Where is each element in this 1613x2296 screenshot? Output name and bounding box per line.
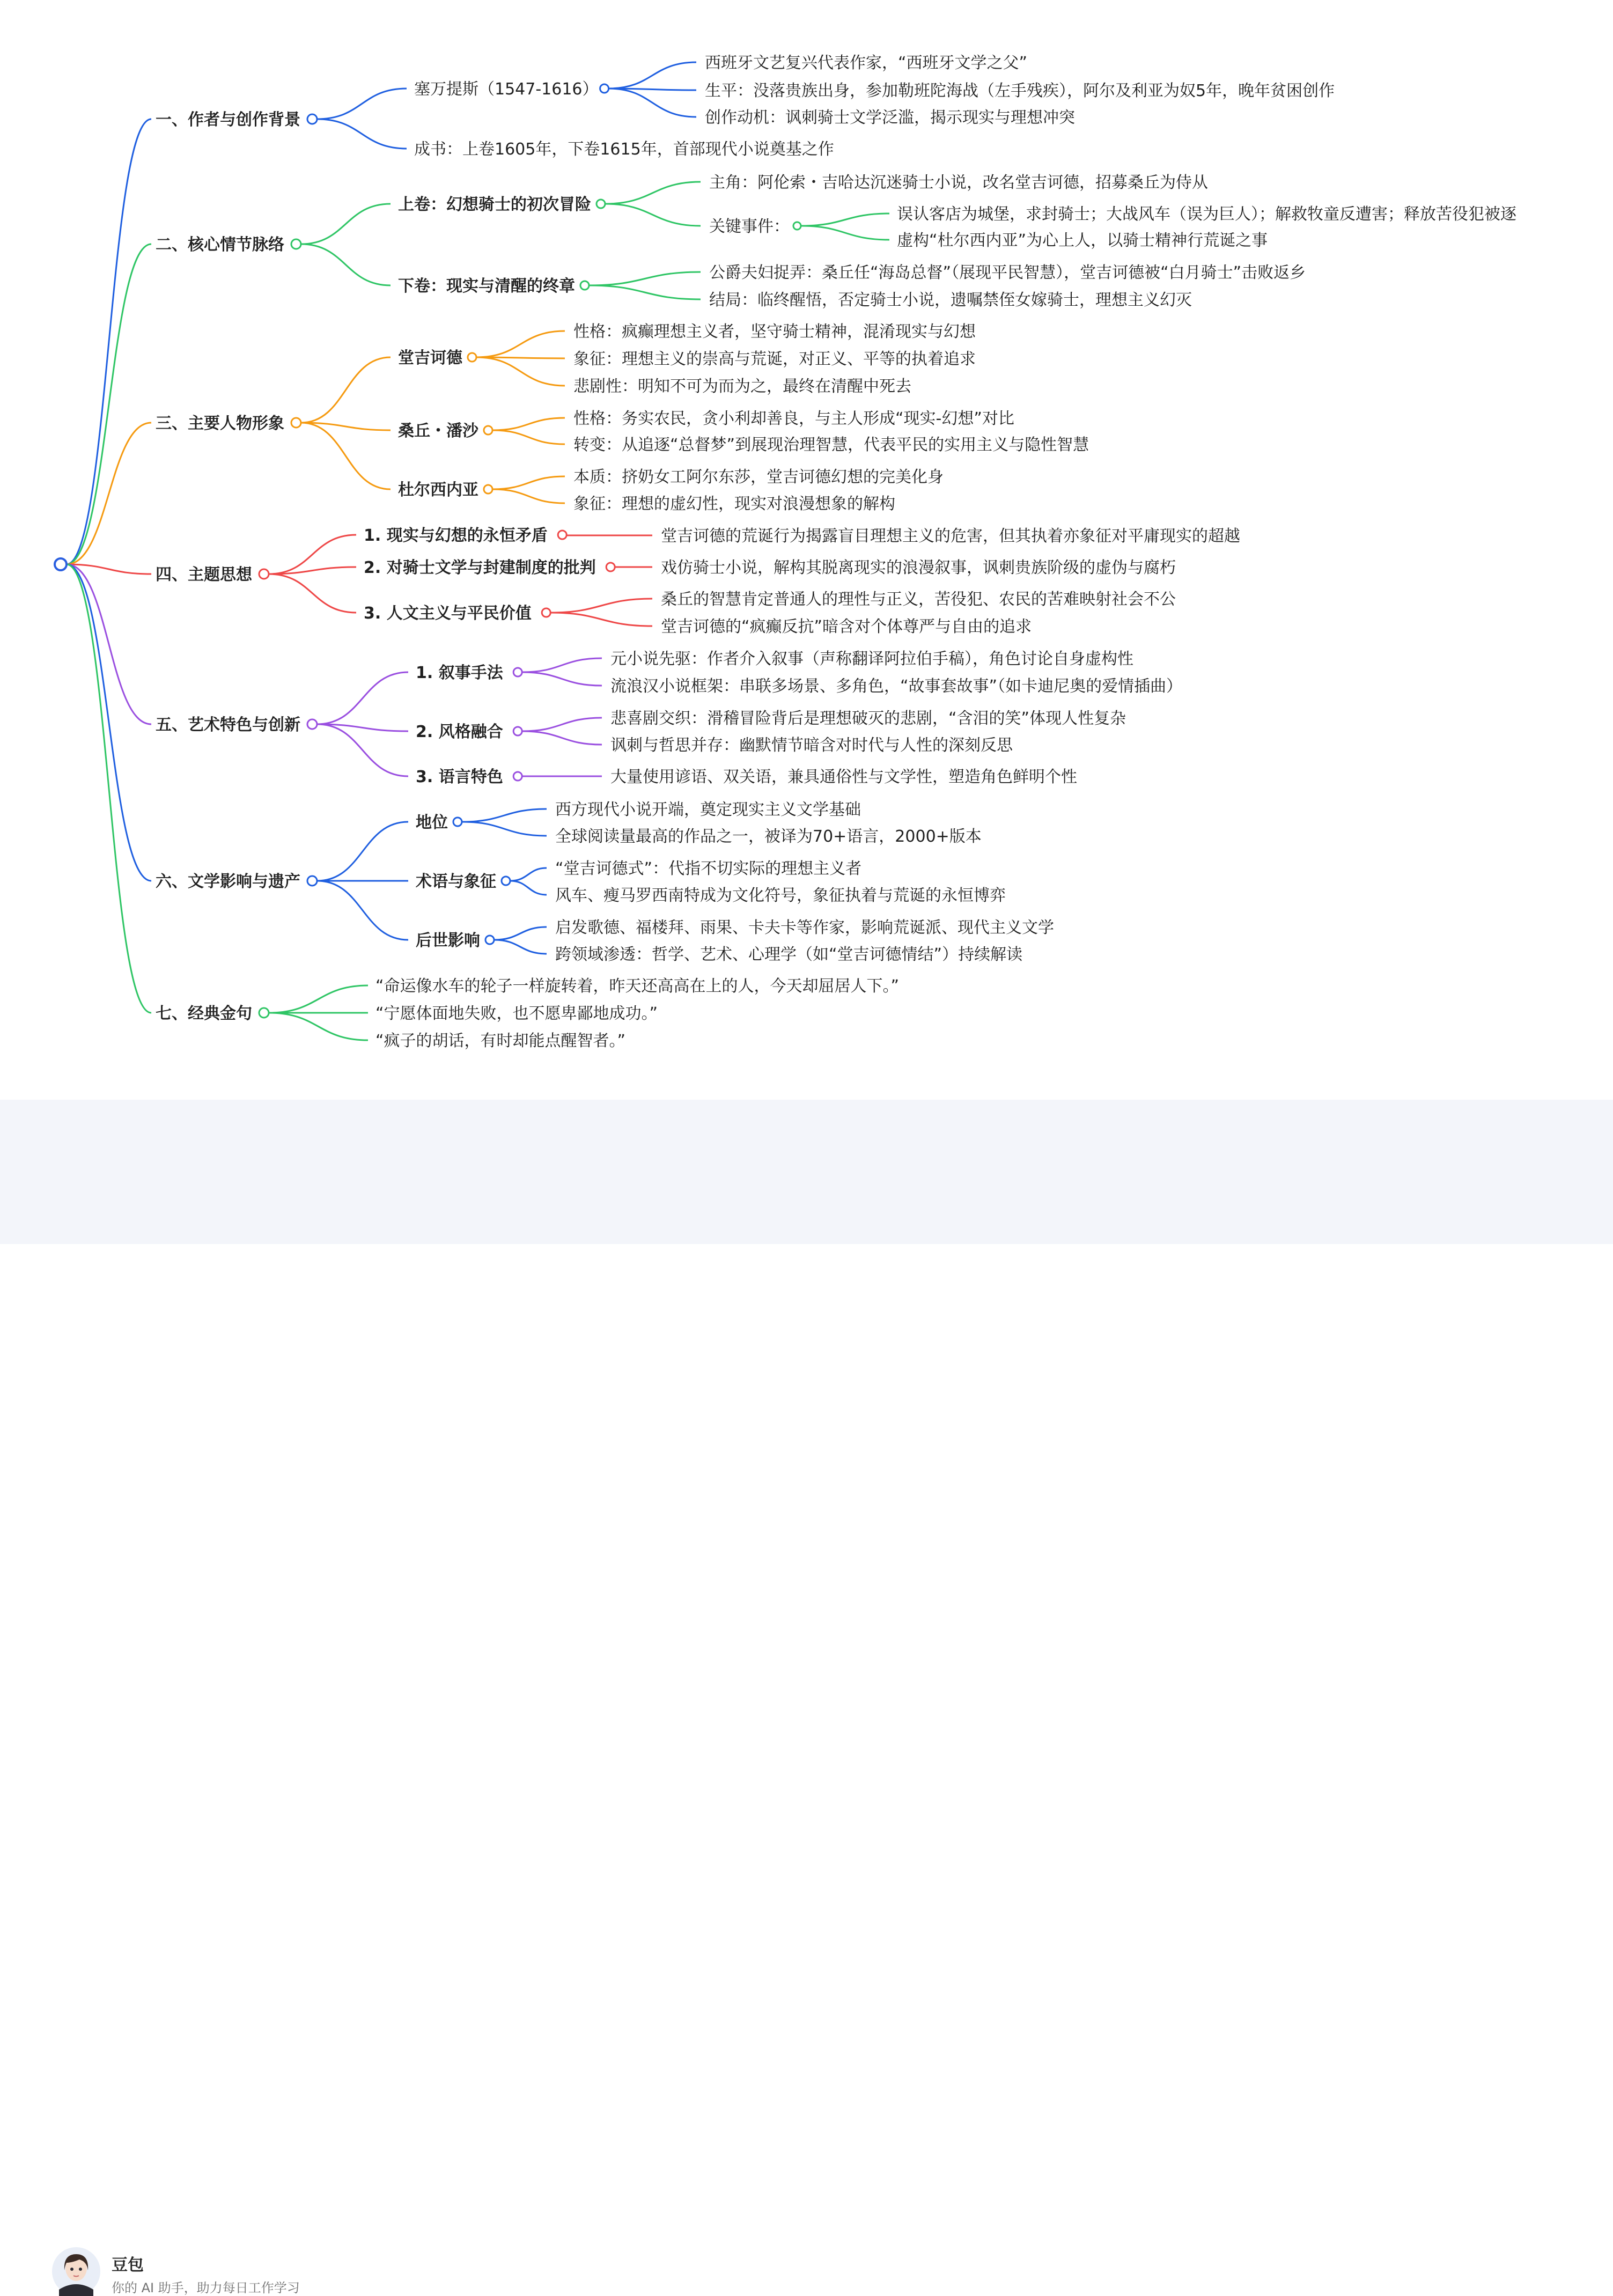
mind-map-nodes (55, 54, 1517, 1050)
detail-connector (462, 822, 547, 836)
subtopic-node-dot[interactable] (600, 84, 609, 93)
subtopic-node-dot[interactable] (513, 727, 522, 735)
subtopic-label: 成书：上卷1605年，下卷1615年，首部现代小说奠基之作 (414, 140, 834, 159)
subtopic-connector (269, 574, 356, 613)
subtopic-label: 上卷：幻想骑士的初次冒险 (398, 195, 591, 214)
detail-label: 堂吉诃德的荒诞行为揭露盲目理想主义的危害，但其执着亦象征对平庸现实的超越 (661, 527, 1240, 546)
subtopic-label: 塞万提斯（1547-1616） (414, 80, 599, 99)
detail-label: 元小说先驱：作者介入叙事（声称翻译阿拉伯手稿），角色讨论自身虚构性 (610, 650, 1133, 668)
branch-node-dot[interactable] (259, 1008, 269, 1018)
branch-connector (67, 564, 151, 881)
detail-connector (510, 868, 547, 881)
detail-connector (462, 809, 547, 822)
subtopic-connector (317, 724, 408, 776)
branch-title: 五、艺术特色与创新 (156, 716, 300, 734)
subtopic-node-dot[interactable] (453, 818, 462, 826)
detail-connector (476, 331, 565, 357)
subtopic-node-dot[interactable] (558, 531, 566, 539)
subtopic-label: 3. 语言特色 (416, 768, 503, 786)
subtopic-connector (269, 535, 356, 574)
branch-node-dot[interactable] (259, 569, 269, 579)
subtopic-node-dot[interactable] (542, 608, 550, 617)
detail-label: 创作动机：讽刺骑士文学泛滥，揭示现实与理想冲突 (705, 108, 1075, 127)
subtopic-connector (301, 244, 391, 285)
detail-label: 西方现代小说开端，奠定现实主义文学基础 (555, 800, 861, 819)
detail-label: 结局：临终醒悟，否定骑士小说，遗嘱禁侄女嫁骑士，理想主义幻灭 (709, 291, 1192, 310)
subtopic-label: 2. 对骑士文学与封建制度的批判 (364, 558, 596, 577)
subtopic-label: 桑丘・潘沙 (398, 422, 478, 440)
subtopic-connector (301, 423, 391, 430)
detail-label: “堂吉诃德式”：代指不切实际的理想主义者 (555, 859, 862, 878)
subtopic-connector (269, 985, 368, 1013)
subtopic-label: 堂吉诃德 (398, 349, 462, 367)
subtopic-connector (317, 672, 408, 724)
detail-label: 转变：从追逐“总督梦”到展现治理智慧，代表平民的实用主义与隐性智慧 (573, 436, 1089, 454)
branch-title: 七、经典金句 (156, 1004, 252, 1023)
subtopic-label: “宁愿体面地失败，也不愿卑鄙地成功。” (375, 1004, 658, 1023)
detail-label: 西班牙文艺复兴代表作家，“西班牙文学之父” (705, 54, 1028, 72)
root-node[interactable] (55, 558, 67, 570)
subtopic-label: 3. 人文主义与平民价值 (364, 604, 532, 623)
detail-label: 风车、瘦马罗西南特成为文化符号，象征执着与荒诞的永恒博弈 (555, 886, 1006, 905)
detail-label: 本质：挤奶女工阿尔东莎，堂吉诃德幻想的完美化身 (573, 468, 944, 487)
subtopic-node-dot[interactable] (484, 426, 492, 435)
branch-connector (67, 564, 151, 724)
detail-label: 全球阅读量最高的作品之一，被译为70+语言，2000+版本 (555, 827, 982, 846)
branch-title: 四、主题思想 (156, 565, 252, 584)
subdetail-connector (801, 214, 889, 226)
detail-connector (492, 430, 565, 444)
subdetail-label: 误认客店为城堡，求封骑士；大战风车（误为巨人）；解救牧童反遭害；释放苦役犯被逐 (897, 205, 1516, 224)
branch-connector (67, 564, 151, 1013)
brand-name: 豆包 (112, 2256, 144, 2275)
branch-node-dot[interactable] (291, 418, 301, 428)
detail-label: 启发歌德、福楼拜、雨果、卡夫卡等作家，影响荒诞派、现代主义文学 (555, 918, 1054, 937)
detail-label: 大量使用谚语、双关语，兼具通俗性与文学性，塑造角色鲜明个性 (610, 768, 1077, 786)
branch-connector (67, 244, 151, 564)
detail-label: 悲喜剧交织：滑稽冒险背后是理想破灭的悲剧，“含泪的笑”体现人性复杂 (610, 709, 1126, 728)
subtopic-connector (317, 89, 407, 119)
detail-label: 象征：理想主义的崇高与荒诞，对正义、平等的执着追求 (573, 350, 976, 369)
subdetail-label: 虚构“杜尔西内亚”为心上人，以骑士精神行荒诞之事 (897, 231, 1268, 250)
branch-connector (67, 119, 151, 564)
brand-tagline: 你的 AI 助手，助力每日工作学习 (112, 2280, 300, 2295)
footer-bar (0, 1100, 1613, 2295)
detail-label: 堂吉诃德的“疯癫反抗”暗含对个体尊严与自由的追求 (661, 617, 1032, 636)
detail-label: 桑丘的智慧肯定普通人的理性与正义，苦役犯、农民的苦难映射社会不公 (661, 590, 1176, 609)
detail-connector (522, 672, 602, 686)
detail-connector (522, 718, 602, 731)
detail-connector (492, 418, 565, 430)
subtopic-label: “命运像水车的轮子一样旋转着，昨天还高高在上的人，今天却屈居人下。” (375, 977, 900, 996)
subtopic-connector (317, 881, 408, 940)
detail-connector (550, 613, 652, 626)
detail-label: 主角：阿伦索・吉哈达沉迷骑士小说，改名堂吉诃德，招募桑丘为侍从 (709, 173, 1208, 192)
detail-label: 性格：疯癫理想主义者，坚守骑士精神，混淆现实与幻想 (573, 322, 976, 341)
detail-connector (589, 285, 701, 299)
mind-map (0, 0, 1613, 1100)
subtopic-connector (269, 567, 356, 574)
subtopic-node-dot[interactable] (485, 936, 494, 944)
detail-node-dot[interactable] (793, 222, 801, 230)
branch-title: 六、文学影响与遗产 (156, 872, 300, 891)
detail-label: 悲剧性：明知不可为而为之，最终在清醒中死去 (573, 377, 911, 396)
detail-label: 关键事件： (709, 217, 790, 236)
detail-connector (476, 357, 565, 386)
branch-node-dot[interactable] (307, 876, 317, 886)
detail-label: 生平：没落贵族出身，参加勒班陀海战（左手残疾），阿尔及利亚为奴5年，晚年贫困创作 (705, 82, 1335, 100)
detail-connector (522, 658, 602, 672)
subtopic-node-dot[interactable] (468, 353, 476, 362)
branch-node-dot[interactable] (291, 239, 301, 249)
subtopic-node-dot[interactable] (513, 668, 522, 676)
detail-connector (492, 476, 565, 489)
detail-label: 讽刺与哲思并存：幽默情节暗含对时代与人性的深刻反思 (610, 736, 1013, 755)
subtopic-node-dot[interactable] (484, 485, 492, 494)
subtopic-label: “疯子的胡话，有时却能点醒智者。” (375, 1032, 626, 1050)
detail-connector (589, 272, 701, 285)
subtopic-label: 1. 现实与幻想的永恒矛盾 (364, 526, 548, 545)
subtopic-label: 下卷：现实与清醒的终章 (398, 277, 575, 296)
subdetail-connector (801, 226, 889, 240)
branch-title: 一、作者与创作背景 (156, 111, 300, 129)
detail-connector (605, 204, 701, 226)
subtopic-node-dot[interactable] (606, 563, 615, 571)
detail-connector (492, 489, 565, 503)
subtopic-node-dot[interactable] (513, 772, 522, 781)
subtopic-connector (301, 357, 391, 423)
detail-connector (609, 62, 696, 89)
detail-connector (494, 927, 547, 940)
detail-connector (550, 599, 652, 613)
subtopic-label: 后世影响 (416, 931, 480, 950)
detail-label: 流浪汉小说框架：串联多场景、多角色，“故事套故事”（如卡迪尼奥的爱情插曲） (610, 677, 1183, 696)
subtopic-label: 术语与象征 (416, 872, 496, 891)
subtopic-connector (317, 822, 408, 881)
subtopic-connector (317, 119, 407, 149)
subtopic-label: 2. 风格融合 (416, 723, 503, 741)
branch-connector (67, 423, 151, 564)
subtopic-connector (269, 1013, 368, 1040)
subtopic-connector (301, 423, 391, 489)
detail-connector (522, 731, 602, 745)
branch-node-dot[interactable] (307, 719, 317, 729)
subtopic-label: 1. 叙事手法 (416, 664, 503, 682)
subtopic-node-dot[interactable] (502, 877, 510, 885)
detail-connector (605, 182, 701, 204)
detail-connector (494, 940, 547, 954)
detail-label: 跨领域渗透：哲学、艺术、心理学（如“堂吉诃德情结”）持续解读 (555, 945, 1023, 964)
subtopic-label: 杜尔西内亚 (398, 481, 478, 499)
avatar-girl-icon (51, 2247, 101, 2296)
detail-label: 公爵夫妇捉弄：桑丘任“海岛总督”（展现平民智慧），堂吉诃德被“白月骑士”击败返乡 (709, 263, 1306, 282)
detail-label: 性格：务实农民，贪小利却善良，与主人形成“现实-幻想”对比 (573, 409, 1014, 428)
detail-label: 象征：理想的虚幻性，现实对浪漫想象的解构 (573, 495, 895, 513)
branch-title: 二、核心情节脉络 (156, 236, 284, 254)
branch-title: 三、主要人物形象 (156, 414, 284, 433)
subtopic-label: 地位 (416, 813, 448, 832)
subtopic-connector (301, 204, 391, 244)
subtopic-node-dot[interactable] (580, 281, 589, 290)
detail-connector (609, 89, 696, 117)
detail-label: 戏仿骑士小说，解构其脱离现实的浪漫叙事，讽刺贵族阶级的虚伪与腐朽 (661, 558, 1176, 577)
detail-connector (510, 881, 547, 895)
branch-node-dot[interactable] (307, 114, 317, 124)
subtopic-node-dot[interactable] (596, 200, 605, 208)
